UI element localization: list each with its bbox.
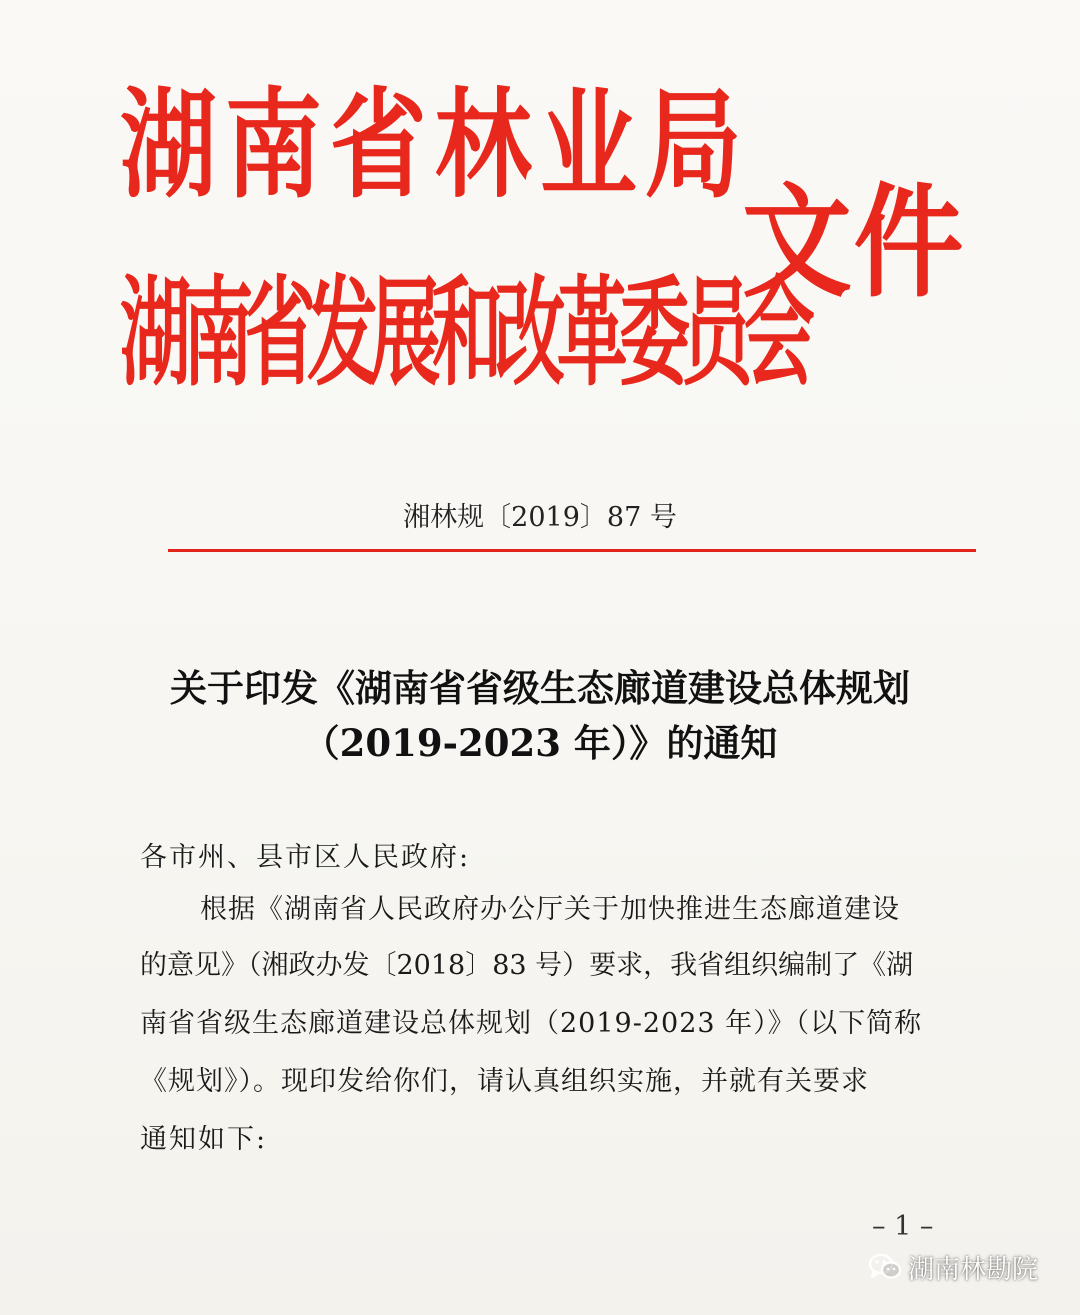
watermark-text: 湖南林勘院 — [908, 1254, 1039, 1285]
document-number: 湘林规〔2019〕87 号 — [403, 502, 677, 533]
issuer-development-reform-commission: 湖南省发展和改革委员会 — [120, 264, 807, 402]
body-text-line: 的意见》（湘政办发〔2018〕83 号）要求，我省组织编制了《湖 — [140, 950, 914, 981]
notice-title-line-2: （2019-2023 年）》的通知 — [302, 721, 778, 765]
red-divider-line — [168, 549, 976, 552]
notice-title-line-1: 关于印发《湖南省省级生态廊道建设总体规划 — [170, 666, 910, 710]
salutation: 各市州、县市区人民政府: — [140, 842, 471, 873]
watermark — [868, 1245, 1038, 1289]
body-text-line: 通知如下: — [140, 1124, 268, 1155]
issuer-forestry-bureau: 湖南省林业局 — [120, 76, 750, 214]
page-number: – 1 – — [872, 1211, 934, 1242]
body-text-line: 南省省级生态廊道建设总体规划（2019-2023 年）》（以下简称 — [140, 1008, 923, 1039]
document-label: 文件 — [742, 172, 966, 314]
wechat-icon — [868, 1252, 902, 1282]
body-text-line: 根据《湖南省人民政府办公厅关于加快推进生态廊道建设 — [200, 894, 900, 925]
body-text-line: 《规划》）。现印发给你们，请认真组织实施，并就有关要求 — [140, 1066, 869, 1097]
